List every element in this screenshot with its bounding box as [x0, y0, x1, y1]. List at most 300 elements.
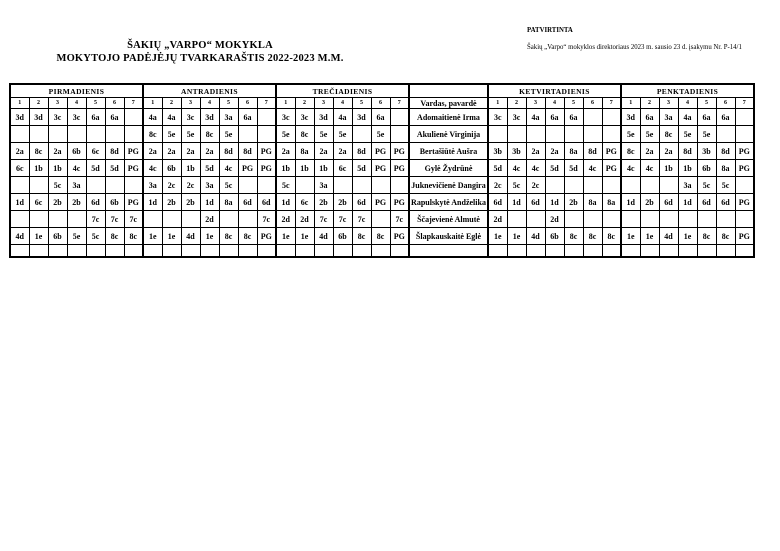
schedule-cell: [564, 177, 583, 194]
schedule-cell: 2a: [200, 143, 219, 160]
schedule-cell: [678, 211, 697, 228]
schedule-cell: 3c: [181, 109, 200, 126]
table-row: [10, 160, 754, 177]
schedule-cell: [10, 126, 29, 143]
schedule-cell: 7c: [124, 211, 143, 228]
schedule-cell: 3a: [143, 177, 162, 194]
schedule-cell: 4c: [640, 160, 659, 177]
schedule-cell: [143, 211, 162, 228]
schedule-cell: 8a: [219, 194, 238, 211]
schedule-cell: PG: [371, 160, 390, 177]
schedule-cell: [526, 126, 545, 143]
schedule-cell: [352, 177, 371, 194]
schedule-cell: [697, 245, 716, 258]
schedule-cell: [602, 211, 621, 228]
schedule-cell: [678, 245, 697, 258]
schedule-cell: 1e: [621, 228, 640, 245]
schedule-cell: 1e: [143, 228, 162, 245]
schedule-cell: [105, 245, 124, 258]
schedule-cell: 3b: [488, 143, 507, 160]
schedule-cell: 5d: [86, 160, 105, 177]
day-header-thursday: KETVIRTADIENIS: [488, 84, 621, 98]
schedule-cell: [162, 211, 181, 228]
schedule-cell: [257, 109, 276, 126]
schedule-cell: [602, 245, 621, 258]
schedule-cell: [67, 211, 86, 228]
schedule-cell: 5d: [488, 160, 507, 177]
schedule-cell: [29, 126, 48, 143]
schedule-cell: PG: [602, 160, 621, 177]
schedule-cell: 8a: [564, 143, 583, 160]
schedule-cell: 5e: [67, 228, 86, 245]
schedule-cell: [371, 177, 390, 194]
schedule-cell: 2a: [526, 143, 545, 160]
schedule-cell: 2c: [162, 177, 181, 194]
schedule-cell: 6a: [716, 109, 735, 126]
schedule-cell: [602, 126, 621, 143]
schedule-cell: [143, 245, 162, 258]
schedule-cell: 8c: [143, 126, 162, 143]
schedule-cell: [238, 177, 257, 194]
approval-text: Šakių „Varpo“ mokyklos direktoriaus 2023 m. sausio 23 d. įsakymu Nr. P-14/1: [527, 44, 742, 51]
schedule-cell: [29, 211, 48, 228]
schedule-cell: [371, 245, 390, 258]
schedule-cell: 6a: [564, 109, 583, 126]
schedule-cell: 6a: [238, 109, 257, 126]
period-number: 2: [295, 98, 314, 109]
table-row: [10, 245, 754, 258]
schedule-cell: 5c: [86, 228, 105, 245]
schedule-cell: 2b: [67, 194, 86, 211]
schedule-cell: 6d: [659, 194, 678, 211]
schedule-cell: 1e: [678, 228, 697, 245]
schedule-cell: 8d: [678, 143, 697, 160]
schedule-cell: 2c: [488, 177, 507, 194]
schedule-cell: 5e: [640, 126, 659, 143]
schedule-cell: [276, 245, 295, 258]
schedule-cell: 1d: [200, 194, 219, 211]
schedule-cell: 4c: [526, 160, 545, 177]
schedule-cell: 7c: [333, 211, 352, 228]
schedule-cell: 6a: [697, 109, 716, 126]
schedule-cell: 4c: [583, 160, 602, 177]
schedule-cell: [124, 245, 143, 258]
schedule-cell: 5c: [716, 177, 735, 194]
schedule-cell: 2a: [659, 143, 678, 160]
schedule-cell: [29, 245, 48, 258]
schedule-cell: 4c: [621, 160, 640, 177]
schedule-cell: 4d: [659, 228, 678, 245]
schedule-cell: 5e: [333, 126, 352, 143]
schedule-cell: 2b: [162, 194, 181, 211]
schedule-cell: [257, 245, 276, 258]
schedule-cell: 6b: [105, 194, 124, 211]
schedule-cell: 6a: [371, 109, 390, 126]
schedule-cell: [621, 177, 640, 194]
schedule-cell: 8c: [371, 228, 390, 245]
schedule-cell: 6b: [67, 143, 86, 160]
schedule-cell: [390, 177, 409, 194]
schedule-cell: 1d: [678, 194, 697, 211]
schedule-cell: PG: [124, 160, 143, 177]
schedule-cell: 3a: [314, 177, 333, 194]
schedule-cell: 2a: [10, 143, 29, 160]
period-number-row: [10, 98, 754, 109]
schedule-cell: 2b: [181, 194, 200, 211]
schedule-cell: 8d: [238, 143, 257, 160]
schedule-cell: [564, 126, 583, 143]
schedule-cell: [29, 177, 48, 194]
schedule-cell: 3c: [488, 109, 507, 126]
schedule-cell: PG: [371, 194, 390, 211]
period-number: 1: [488, 98, 507, 109]
schedule-cell: 5e: [162, 126, 181, 143]
schedule-cell: 4d: [526, 228, 545, 245]
period-number: 2: [640, 98, 659, 109]
period-number: 5: [564, 98, 583, 109]
period-number: 1: [10, 98, 29, 109]
schedule-cell: 2b: [564, 194, 583, 211]
schedule-cell: 1e: [488, 228, 507, 245]
schedule-cell: 2a: [48, 143, 67, 160]
schedule-cell: PG: [257, 228, 276, 245]
schedule-cell: [526, 211, 545, 228]
schedule-cell: 1d: [276, 194, 295, 211]
schedule-cell: [181, 211, 200, 228]
day-header-wednesday: TREČIADIENIS: [276, 84, 409, 98]
schedule-cell: [162, 245, 181, 258]
schedule-cell: 5d: [200, 160, 219, 177]
schedule-cell: 6b: [333, 228, 352, 245]
schedule-cell: [352, 126, 371, 143]
schedule-cell: 2c: [181, 177, 200, 194]
schedule-cell: [105, 126, 124, 143]
schedule-cell: [295, 245, 314, 258]
period-number: 6: [583, 98, 602, 109]
schedule-cell: [507, 126, 526, 143]
schedule-cell: 7c: [86, 211, 105, 228]
schedule-cell: [545, 245, 564, 258]
schedule-cell: 1d: [10, 194, 29, 211]
schedule-cell: 5e: [314, 126, 333, 143]
teacher-name-cell: Gylė Žydrūnė: [409, 160, 488, 177]
schedule-cell: 8c: [716, 228, 735, 245]
schedule-cell: [488, 245, 507, 258]
schedule-cell: [219, 245, 238, 258]
schedule-cell: [105, 177, 124, 194]
schedule-cell: 1d: [143, 194, 162, 211]
schedule-cell: 3d: [29, 109, 48, 126]
schedule-cell: 6c: [29, 194, 48, 211]
schedule-cell: 1b: [678, 160, 697, 177]
schedule-cell: PG: [390, 228, 409, 245]
schedule-cell: 1b: [295, 160, 314, 177]
schedule-cell: [48, 211, 67, 228]
schedule-cell: 3a: [219, 109, 238, 126]
period-number: 1: [143, 98, 162, 109]
schedule-cell: [67, 126, 86, 143]
schedule-cell: [200, 245, 219, 258]
schedule-cell: 8c: [564, 228, 583, 245]
day-header-row: [10, 84, 754, 98]
schedule-cell: 5e: [697, 126, 716, 143]
schedule-cell: 6b: [545, 228, 564, 245]
period-number: 5: [352, 98, 371, 109]
schedule-cell: [390, 245, 409, 258]
period-number: 3: [526, 98, 545, 109]
schedule-cell: 2d: [545, 211, 564, 228]
schedule-cell: PG: [390, 143, 409, 160]
schedule-cell: [257, 177, 276, 194]
schedule-cell: 6d: [488, 194, 507, 211]
schedule-cell: 8a: [295, 143, 314, 160]
schedule-cell: [659, 211, 678, 228]
schedule-cell: 5e: [276, 126, 295, 143]
schedule-cell: 4a: [526, 109, 545, 126]
schedule-cell: 5c: [507, 177, 526, 194]
schedule-cell: 6a: [545, 109, 564, 126]
table-row: [10, 109, 754, 126]
schedule-cell: 7c: [352, 211, 371, 228]
period-number: 4: [200, 98, 219, 109]
schedule-cell: [583, 245, 602, 258]
schedule-cell: 1b: [29, 160, 48, 177]
schedule-cell: 7c: [257, 211, 276, 228]
teacher-name-cell: Juknevičienė Dangira: [409, 177, 488, 194]
schedule-cell: 3d: [621, 109, 640, 126]
schedule-cell: 5d: [545, 160, 564, 177]
schedule-cell: 5c: [276, 177, 295, 194]
table-row: [10, 126, 754, 143]
schedule-cell: 3b: [507, 143, 526, 160]
schedule-cell: 3d: [10, 109, 29, 126]
schedule-cell: 3d: [352, 109, 371, 126]
schedule-cell: 8c: [621, 143, 640, 160]
teacher-name-cell: Akulienė Virginija: [409, 126, 488, 143]
schedule-cell: 3a: [678, 177, 697, 194]
schedule-cell: PG: [371, 143, 390, 160]
schedule-cell: 6d: [352, 194, 371, 211]
schedule-cell: 1e: [162, 228, 181, 245]
name-column-spacer: [409, 84, 488, 98]
schedule-cell: 8c: [105, 228, 124, 245]
schedule-cell: 3c: [295, 109, 314, 126]
schedule-cell: 6b: [48, 228, 67, 245]
schedule-cell: 1b: [181, 160, 200, 177]
schedule-cell: 8a: [583, 194, 602, 211]
schedule-cell: 6c: [333, 160, 352, 177]
schedule-cell: 5c: [697, 177, 716, 194]
schedule-cell: 2a: [143, 143, 162, 160]
schedule-cell: [219, 211, 238, 228]
schedule-cell: 3c: [67, 109, 86, 126]
schedule-cell: 8c: [295, 126, 314, 143]
table-row: [10, 228, 754, 245]
schedule-cell: 6a: [640, 109, 659, 126]
period-number: 1: [621, 98, 640, 109]
schedule-cell: PG: [124, 143, 143, 160]
schedule-cell: 6d: [257, 194, 276, 211]
schedule-cell: [583, 109, 602, 126]
schedule-cell: 6c: [86, 143, 105, 160]
schedule-cell: 4a: [678, 109, 697, 126]
day-header-tuesday: ANTRADIENIS: [143, 84, 276, 98]
schedule-cell: 4a: [143, 109, 162, 126]
schedule-cell: [621, 211, 640, 228]
schedule-cell: 3a: [659, 109, 678, 126]
schedule-cell: 4a: [162, 109, 181, 126]
schedule-cell: 2a: [162, 143, 181, 160]
period-number: 2: [162, 98, 181, 109]
schedule-cell: [640, 245, 659, 258]
schedule-cell: 6b: [162, 160, 181, 177]
schedule-cell: 5e: [621, 126, 640, 143]
period-number: 2: [29, 98, 48, 109]
schedule-cell: 4a: [333, 109, 352, 126]
schedule-cell: 2b: [314, 194, 333, 211]
schedule-cell: [488, 126, 507, 143]
schedule-cell: 7c: [314, 211, 333, 228]
schedule-cell: [86, 126, 105, 143]
schedule-cell: 8c: [583, 228, 602, 245]
teacher-name-cell: Šlapkauskaitė Eglė: [409, 228, 488, 245]
period-number: 2: [507, 98, 526, 109]
schedule-cell: 6d: [238, 194, 257, 211]
schedule-cell: [390, 109, 409, 126]
schedule-cell: [735, 177, 754, 194]
schedule-cell: [602, 177, 621, 194]
period-number: 7: [390, 98, 409, 109]
schedule-cell: 2b: [48, 194, 67, 211]
schedule-cell: 8c: [602, 228, 621, 245]
schedule-cell: 6b: [697, 160, 716, 177]
schedule-cell: [10, 245, 29, 258]
schedule-cell: 6d: [526, 194, 545, 211]
schedule-cell: 4c: [507, 160, 526, 177]
schedule-cell: 3a: [67, 177, 86, 194]
period-number: 7: [124, 98, 143, 109]
schedule-cell: 8c: [124, 228, 143, 245]
schedule-cell: 6a: [86, 109, 105, 126]
period-number: 6: [105, 98, 124, 109]
schedule-cell: PG: [390, 160, 409, 177]
schedule-cell: PG: [735, 228, 754, 245]
schedule-cell: 1b: [48, 160, 67, 177]
period-number: 4: [333, 98, 352, 109]
document-title: [30, 39, 370, 65]
schedule-cell: [659, 177, 678, 194]
teacher-name-cell: Bertašiūtė Aušra: [409, 143, 488, 160]
schedule-cell: [640, 211, 659, 228]
schedule-cell: [507, 211, 526, 228]
period-number: 1: [276, 98, 295, 109]
schedule-cell: 2d: [276, 211, 295, 228]
schedule-cell: [735, 245, 754, 258]
schedule-cell: [583, 177, 602, 194]
teacher-name-cell: Ščajevienė Almutė: [409, 211, 488, 228]
schedule-cell: [564, 245, 583, 258]
period-number: 6: [716, 98, 735, 109]
schedule-cell: 1d: [621, 194, 640, 211]
schedule-cell: 1e: [507, 228, 526, 245]
schedule-cell: 8a: [602, 194, 621, 211]
schedule-cell: 4d: [314, 228, 333, 245]
schedule-cell: [371, 211, 390, 228]
schedule-cell: [621, 245, 640, 258]
schedule-cell: [352, 245, 371, 258]
schedule-cell: [238, 245, 257, 258]
schedule-cell: 1e: [200, 228, 219, 245]
schedule-cell: [124, 109, 143, 126]
schedule-cell: PG: [735, 194, 754, 211]
period-number: 6: [371, 98, 390, 109]
schedule-cell: 3c: [507, 109, 526, 126]
period-number: 5: [219, 98, 238, 109]
schedule-cell: 6c: [10, 160, 29, 177]
table-row: [10, 143, 754, 160]
schedule-cell: 1e: [276, 228, 295, 245]
schedule-cell: 1b: [276, 160, 295, 177]
schedule-cell: 4c: [67, 160, 86, 177]
schedule-cell: 2b: [640, 194, 659, 211]
schedule-cell: 1b: [314, 160, 333, 177]
schedule-cell: 6d: [86, 194, 105, 211]
schedule-cell: [640, 177, 659, 194]
period-number: 5: [697, 98, 716, 109]
schedule-cell: [735, 109, 754, 126]
schedule-cell: 8d: [352, 143, 371, 160]
schedule-cell: 2d: [295, 211, 314, 228]
schedule-cell: 3d: [314, 109, 333, 126]
schedule-cell: 4d: [181, 228, 200, 245]
schedule-cell: [48, 126, 67, 143]
schedule-cell: PG: [735, 160, 754, 177]
schedule-cell: [716, 245, 735, 258]
schedule-cell: 6a: [105, 109, 124, 126]
schedule-cell: 2a: [314, 143, 333, 160]
period-number: 7: [602, 98, 621, 109]
schedule-cell: 6c: [295, 194, 314, 211]
schedule-cell: [564, 211, 583, 228]
schedule-cell: 4c: [143, 160, 162, 177]
schedule-cell: 2a: [276, 143, 295, 160]
schedule-cell: 3a: [200, 177, 219, 194]
teacher-name-cell: Adomaitienė Irma: [409, 109, 488, 126]
schedule-cell: [238, 126, 257, 143]
schedule-cell: 5c: [48, 177, 67, 194]
schedule-title: MOKYTOJO PADĖJĖJŲ TVARKARAŠTIS 2022-2023 M.M.: [56, 53, 344, 64]
schedule-cell: 5e: [181, 126, 200, 143]
schedule-cell: 2d: [200, 211, 219, 228]
schedule-cell: PG: [238, 160, 257, 177]
teacher-name-cell: Rapulskytė Andželika: [409, 194, 488, 211]
schedule-cell: [257, 126, 276, 143]
schedule-cell: [716, 211, 735, 228]
approval-block: [527, 27, 772, 52]
schedule-cell: 8c: [238, 228, 257, 245]
schedule-cell: 5e: [371, 126, 390, 143]
schedule-cell: 2c: [526, 177, 545, 194]
schedule-cell: PG: [257, 160, 276, 177]
schedule-cell: 3c: [276, 109, 295, 126]
table-row: [10, 194, 754, 211]
period-number: 7: [257, 98, 276, 109]
schedule-cell: 3c: [48, 109, 67, 126]
schedule-cell: 2a: [545, 143, 564, 160]
schedule-cell: 5d: [564, 160, 583, 177]
schedule-cell: [181, 245, 200, 258]
period-number: 7: [735, 98, 754, 109]
